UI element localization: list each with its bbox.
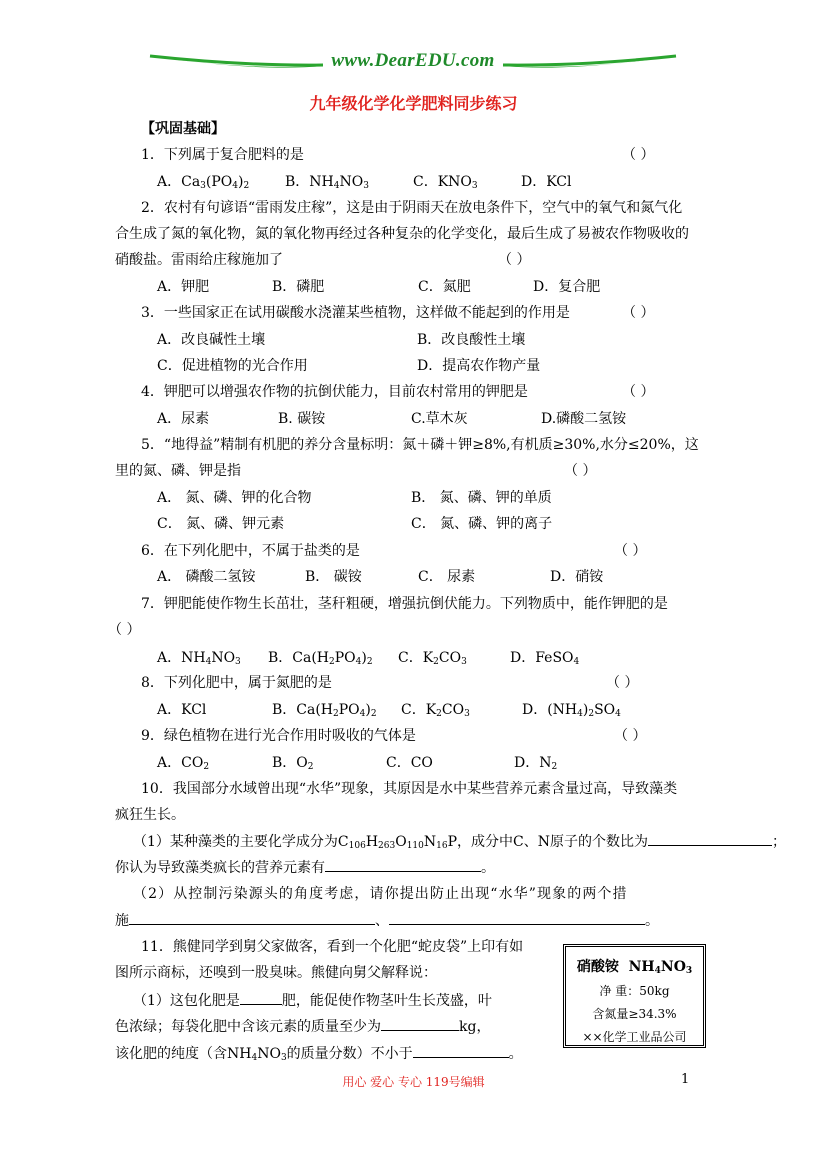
q4-paren: （ ） (622, 384, 655, 400)
q4-option-d: D.磷酸二氢铵 (541, 411, 627, 427)
q1-option-a: A．$Ca_3(PO_4)_2$ (157, 174, 250, 191)
q9-paren: （ ） (614, 728, 647, 744)
q4-option-a: A．尿素 (157, 411, 210, 427)
q4-option-b: B. 碳铵 (278, 411, 326, 427)
q3-option-b: B．改良酸性土壤 (417, 332, 526, 348)
q11-line5: 该化肥的纯度（含$NH_4NO_3$的质量分数）不小于 。 (115, 1043, 523, 1064)
q7-option-c: C．$K_2CO_3$ (398, 650, 467, 667)
q11-line4: 色浓绿；每袋化肥中含该元素的质量至少为 kg， (115, 1016, 490, 1037)
q8-option-a: A．KCl (157, 702, 207, 718)
label-nitrogen: 含氮量≥34.3% (592, 1007, 677, 1021)
q5-line1: 5．“地得益”精制有机肥的养分含量标明：氮＋磷＋钾≥8%,有机质≥30%,水分≤20%，这 (141, 437, 699, 453)
q3-paren: （ ） (622, 305, 655, 321)
q6-paren: （ ） (614, 543, 647, 559)
q8-option-b: B．$Ca(H_2PO_4)_2$ (272, 702, 377, 719)
answer-blank-fertilizer-type[interactable] (240, 990, 282, 1005)
q2-line2: 合生成了氮的氧化物，氮的氧化物再经过各种复杂的化学变化，最后生成了易被农作物吸收的 (115, 226, 689, 242)
q9-option-a: A．$CO_2$ (157, 755, 210, 772)
q6-option-a: A． 磷酸二氢铵 (157, 569, 256, 585)
q6-option-d: D．硝铵 (550, 569, 604, 585)
q1-option-b: B．$NH_4NO_3$ (285, 174, 369, 191)
q11-line3: （1）这包化肥是 肥，能促使作物茎叶生长茂盛，叶 (133, 990, 492, 1011)
q10-line2: 疯狂生长。 (115, 807, 185, 823)
q3-option-c: C．促进植物的光合作用 (157, 358, 308, 374)
q3-option-a: A．改良碱性土壤 (157, 332, 266, 348)
q9-option-d: D．$N_2$ (514, 755, 558, 772)
q7-line1: 7．钾肥能使作物生长茁壮，茎秆粗硬，增强抗倒伏能力。下列物质中，能作钾肥的是 (141, 596, 668, 612)
q5-option-a: A． 氮、磷、钾的化合物 (157, 490, 312, 506)
q7-option-a: A．$NH_4NO_3$ (157, 650, 241, 667)
q2-option-b: B．磷肥 (272, 279, 325, 295)
q9-option-b: B．$O_2$ (272, 755, 314, 772)
q2-option-c: C．氮肥 (418, 279, 471, 295)
q10-part2-line2: 施 、 。 (115, 910, 659, 931)
answer-blank-measure-2[interactable] (389, 910, 645, 925)
q6-stem: 6．在下列化肥中，不属于盐类的是 (141, 543, 360, 559)
footer-text: 用心 爱心 专心 119号编辑 (342, 1075, 485, 1089)
page-title: 九年级化学化学肥料同步练习 (309, 94, 518, 113)
q5-line2: 里的氮、磷、钾是指 (115, 463, 241, 479)
q7-option-d: D．FeSO$_4$ (510, 650, 580, 667)
q11-line1: 11．熊健同学到舅父家做客，看到一个化肥“蛇皮袋”上印有如 (141, 939, 524, 955)
q10-part2-line1: （2）从控制污染源头的角度考虑，请你提出防止出现“水华”现象的两个措 (133, 886, 628, 902)
page-number: 1 (681, 1072, 690, 1087)
label-company: ××化学工业品公司 (582, 1030, 687, 1044)
q8-option-d: D．$(NH_4)_2SO_4$ (522, 702, 621, 719)
answer-blank-purity[interactable] (413, 1043, 509, 1058)
q5-option-b: B． 氮、磷、钾的单质 (411, 490, 552, 506)
section-heading: 【巩固基础】 (141, 121, 225, 137)
answer-blank-ratio[interactable] (648, 831, 772, 846)
q7-option-b: B．$Ca(H_2PO_4)_2$ (268, 650, 373, 667)
q6-option-c: C． 尿素 (418, 569, 476, 585)
q2-paren: （ ） (498, 252, 531, 268)
fertilizer-label (563, 944, 706, 1048)
q10-part1-line1: （1）某种藻类的主要化学成分为$C_{106}H_{263}O_{110}N_{16}P$，成分中C、N原子的个数比为 ； (133, 831, 786, 852)
q5-paren: （ ） (564, 463, 597, 479)
q1-paren: （ ） (622, 147, 655, 163)
q2-option-d: D．复合肥 (533, 279, 601, 295)
q9-stem: 9．绿色植物在进行光合作用时吸收的气体是 (141, 728, 416, 744)
q5-option-c: C． 氮、磷、钾元素 (157, 516, 285, 532)
answer-blank-elements[interactable] (325, 857, 481, 872)
q4-stem: 4．钾肥可以增强农作物的抗倒伏能力，目前农村常用的钾肥是 (141, 384, 528, 400)
label-name: 硝酸铵 $NH_4NO_3$ (576, 959, 693, 976)
answer-blank-measure-1[interactable] (129, 910, 375, 925)
q10-part1-line2: 你认为导致藻类疯长的营养元素有 。 (115, 857, 495, 878)
q8-paren: （ ） (606, 675, 639, 691)
header-logo (148, 46, 678, 80)
q4-option-c: C.草木灰 (411, 411, 468, 427)
q7-paren: （ ） (108, 622, 141, 638)
q8-option-c: C．$K_2CO_3$ (401, 702, 470, 719)
q11-line2: 图所示商标，还嗅到一股臭味。熊健向舅父解释说： (115, 965, 437, 981)
q5-option-d: C． 氮、磷、钾的离子 (411, 516, 553, 532)
label-weight: 净 重：50kg (599, 984, 670, 998)
q1-stem: 1．下列属于复合肥料的是 (141, 147, 304, 163)
q3-stem: 3．一些国家正在试用碳酸水浇灌某些植物，这样做不能起到的作用是 (141, 305, 570, 321)
q10-line1: 10．我国部分水域曾出现“水华”现象，其原因是水中某些营养元素含量过高，导致藻类 (141, 781, 678, 797)
q2-line3: 硝酸盐。雷雨给庄稼施加了 (115, 252, 283, 268)
site-url[interactable]: www.DearEDU.com (331, 50, 495, 71)
q1-option-c: C．$KNO_3$ (413, 174, 478, 191)
q6-option-b: B． 碳铵 (305, 569, 362, 585)
q2-option-a: A．钾肥 (157, 279, 210, 295)
q1-option-d: D．KCl (521, 174, 572, 190)
q9-option-c: C．CO (386, 755, 433, 771)
q2-line1: 2．农村有句谚语“雷雨发庄稼”，这是由于阴雨天在放电条件下，空气中的氧气和氮气化 (141, 200, 683, 216)
q8-stem: 8．下列化肥中，属于氮肥的是 (141, 675, 332, 691)
q3-option-d: D．提高农作物产量 (417, 358, 541, 374)
answer-blank-mass[interactable] (381, 1016, 459, 1031)
